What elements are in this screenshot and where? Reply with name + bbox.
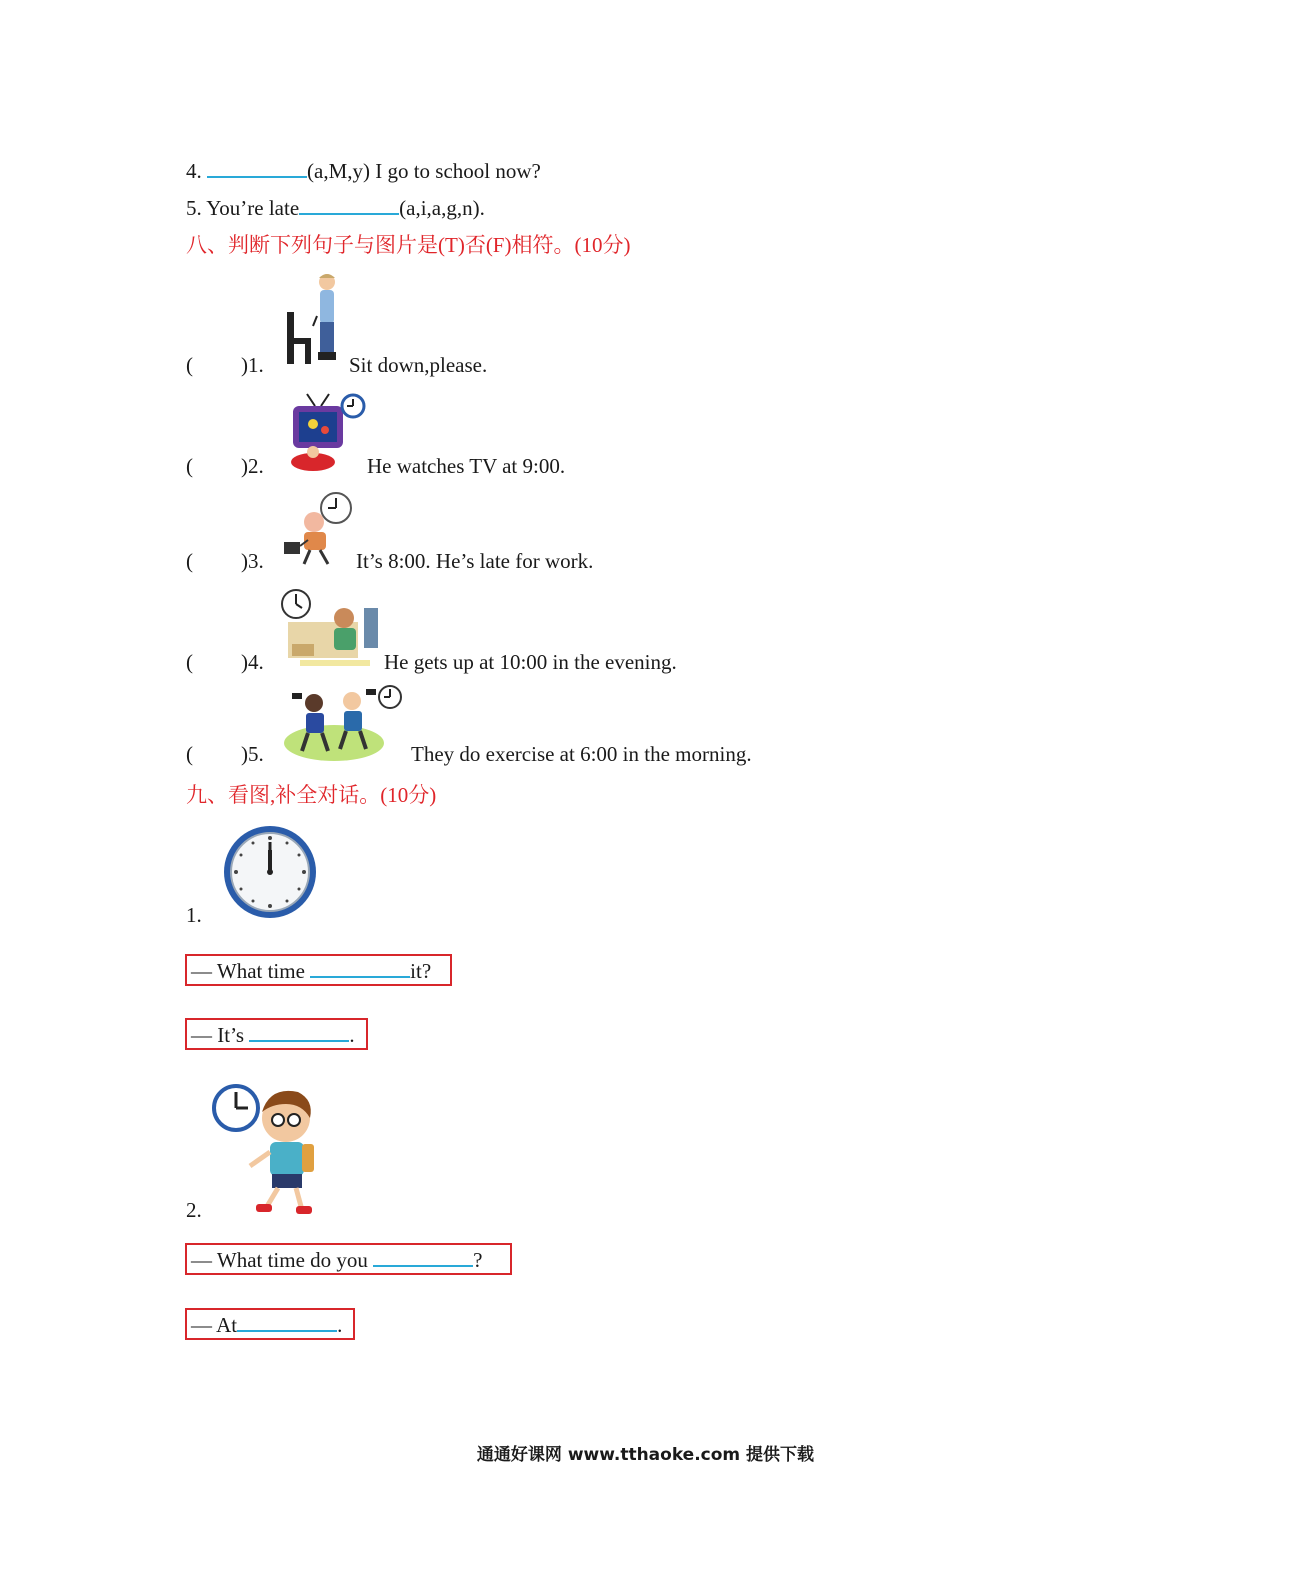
answer-paren[interactable]: ( [186, 742, 193, 766]
answer-paren[interactable]: ( [186, 549, 193, 573]
question-5 [186, 195, 485, 221]
dialog-2-question-box [185, 1243, 512, 1275]
judge-item-4 [186, 649, 264, 675]
late-for-work-picture [278, 490, 354, 568]
judge-item-1 [186, 352, 264, 378]
judge-item-1-text: Sit down,please. [349, 353, 488, 377]
wall-clock-picture [222, 824, 318, 920]
item-number: )1. [241, 353, 264, 377]
judge-item-5-text: They do exercise at 6:00 in the morning. [411, 742, 752, 766]
question-5-hint: (a,i,a,g,n). [399, 196, 485, 220]
boy-clock-picture [210, 1082, 326, 1216]
answer-paren[interactable]: ( [186, 454, 193, 478]
tv-clock-picture [285, 392, 369, 476]
dialog-2-answer-box [185, 1308, 355, 1340]
dialog-text: ? [473, 1248, 483, 1272]
answer-blank[interactable] [310, 958, 410, 978]
question-4 [186, 158, 541, 184]
sit-down-picture [285, 272, 343, 368]
dialog-text: — What time do you [191, 1248, 368, 1272]
dialog-2-number: 2. [186, 1198, 202, 1222]
dialog-text: . [349, 1023, 355, 1047]
judge-item-4-text: He gets up at 10:00 in the evening. [384, 650, 677, 674]
answer-paren[interactable]: ( [186, 650, 193, 674]
answer-paren[interactable]: ( [186, 353, 193, 377]
dialog-1-answer-box [185, 1018, 368, 1050]
dialog-1-number: 1. [186, 903, 202, 927]
answer-blank[interactable] [299, 195, 399, 215]
section-8-heading: 八、判断下列句子与图片是(T)否(F)相符。(10分) [186, 233, 631, 257]
judge-item-2-text: He watches TV at 9:00. [367, 454, 566, 478]
item-number: )4. [241, 650, 264, 674]
dialog-text: it? [410, 959, 432, 983]
judge-item-3 [186, 548, 264, 574]
footer-download-note: 通通好课网 www.tthaoke.com 提供下载 [476, 1445, 815, 1465]
dialog-text: — At [191, 1313, 238, 1337]
section-9-heading: 九、看图,补全对话。(10分) [186, 783, 437, 807]
dialog-text: — What time [191, 959, 305, 983]
answer-blank[interactable] [207, 158, 307, 178]
answer-blank[interactable] [237, 1312, 337, 1332]
question-4-number: 4. [186, 159, 202, 183]
question-4-hint: (a,M,y) I go to school now? [307, 159, 541, 183]
get-up-picture [280, 588, 384, 670]
exercise-picture [282, 683, 406, 763]
answer-blank[interactable] [249, 1022, 349, 1042]
judge-item-3-text: It’s 8:00. He’s late for work. [356, 549, 594, 573]
dialog-text: . [337, 1313, 343, 1337]
item-number: )2. [241, 454, 264, 478]
question-5-text: 5. You’re late [186, 196, 300, 220]
dialog-1-question-box [185, 954, 452, 986]
item-number: )5. [241, 742, 264, 766]
judge-item-5 [186, 741, 264, 767]
dialog-text: — It’s [191, 1023, 245, 1047]
judge-item-2 [186, 453, 264, 479]
answer-blank[interactable] [373, 1247, 473, 1267]
item-number: )3. [241, 549, 264, 573]
